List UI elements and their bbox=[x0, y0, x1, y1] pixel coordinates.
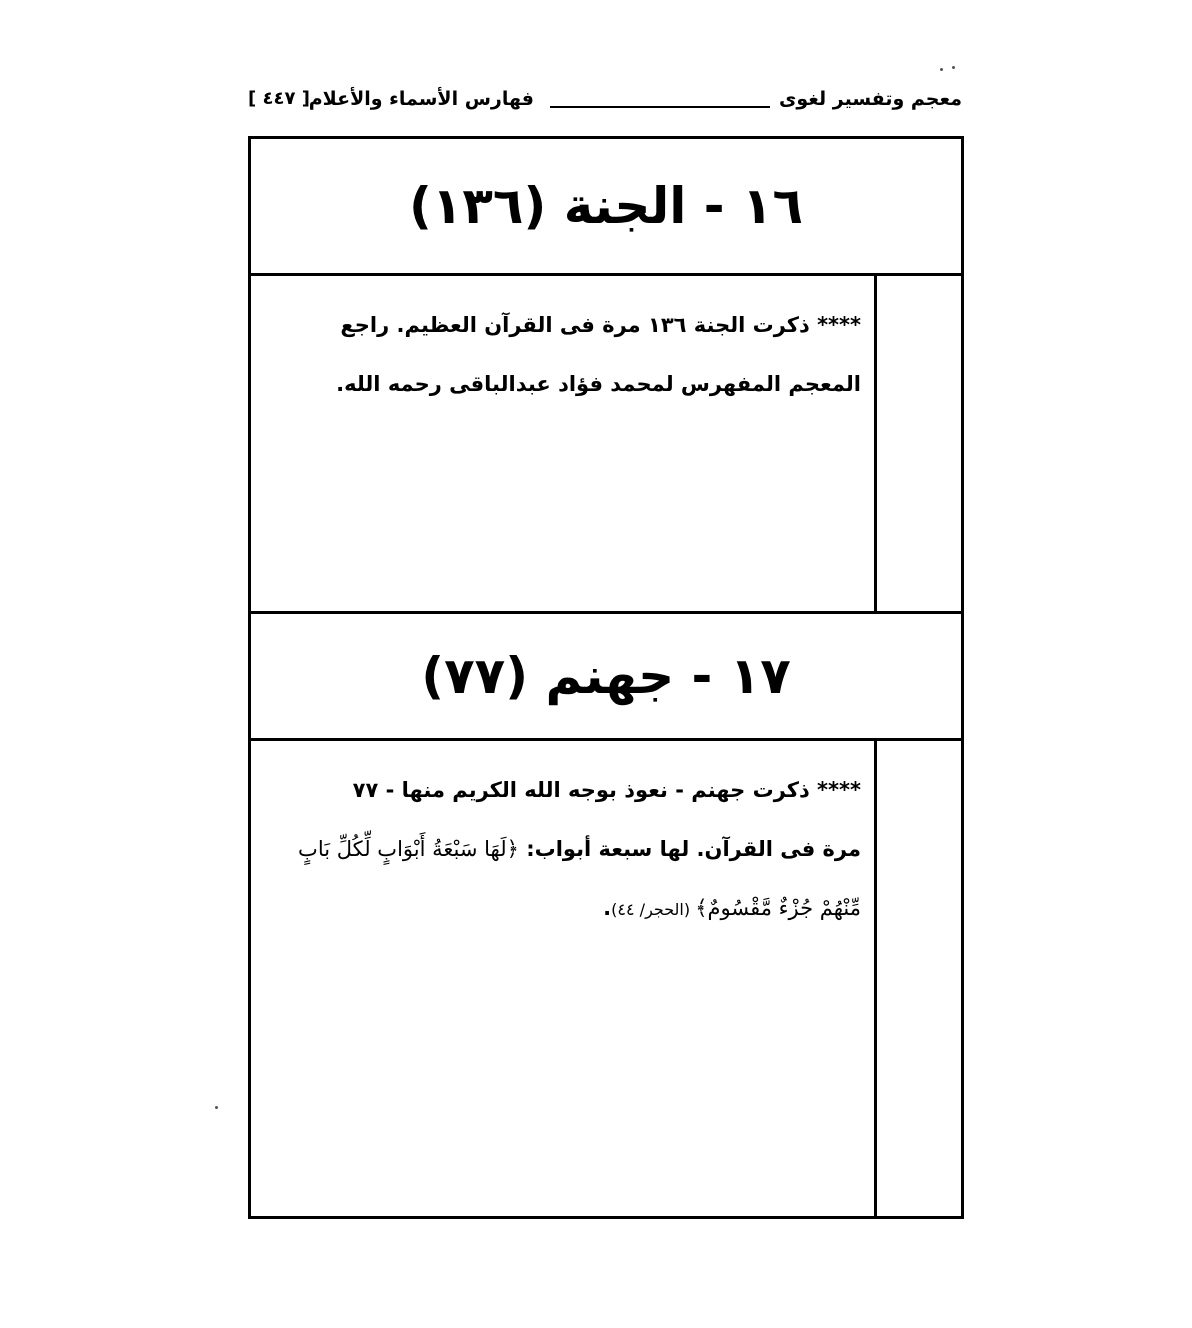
text-line: **** ذكرت الجنة ١٣٦ مرة فى القرآن العظيم. راجع bbox=[340, 313, 861, 337]
verse-reference: (الحجر/ ٤٤) bbox=[611, 900, 696, 919]
entry-body bbox=[251, 741, 961, 1216]
page-header bbox=[248, 82, 962, 118]
index-frame bbox=[248, 136, 964, 1219]
quran-verse: ﴿لَهَا سَبْعَةُ أَبْوَابٍ لِّكُلِّ بَابٍ bbox=[298, 837, 519, 861]
book-title: معجم وتفسير لغوى bbox=[778, 88, 962, 110]
margin-column bbox=[874, 741, 961, 1216]
text-line: المعجم المفهرس لمحمد فؤاد عبدالباقى رحمه الله. bbox=[336, 372, 861, 396]
text-span: مرة فى القرآن. لها سبعة أبواب: bbox=[518, 837, 861, 861]
page-number: [ ٤٤٧ ] bbox=[248, 88, 310, 109]
text-line: **** ذكرت جهنم - نعوذ بوجه الله الكريم منها - ٧٧ bbox=[352, 778, 861, 802]
scan-speck bbox=[215, 1106, 218, 1109]
text-line bbox=[261, 879, 861, 939]
entry-title: ١٦ - الجنة (١٣٦) bbox=[251, 139, 961, 276]
quran-verse: مِّنْهُمْ جُزْءٌ مَّقْسُومٌ﴾ bbox=[695, 896, 861, 920]
scan-speck bbox=[940, 68, 943, 71]
text-line bbox=[261, 820, 861, 879]
entry-text bbox=[261, 296, 861, 414]
header-rule bbox=[550, 106, 770, 108]
entry-text bbox=[261, 761, 861, 939]
entry-body bbox=[251, 276, 961, 611]
section-title: فهارس الأسماء والأعلام bbox=[308, 88, 534, 110]
entry-title: ١٧ - جهنم (٧٧) bbox=[251, 611, 961, 741]
margin-column bbox=[874, 276, 961, 611]
scan-speck bbox=[952, 66, 955, 69]
text-span: . bbox=[603, 896, 612, 920]
